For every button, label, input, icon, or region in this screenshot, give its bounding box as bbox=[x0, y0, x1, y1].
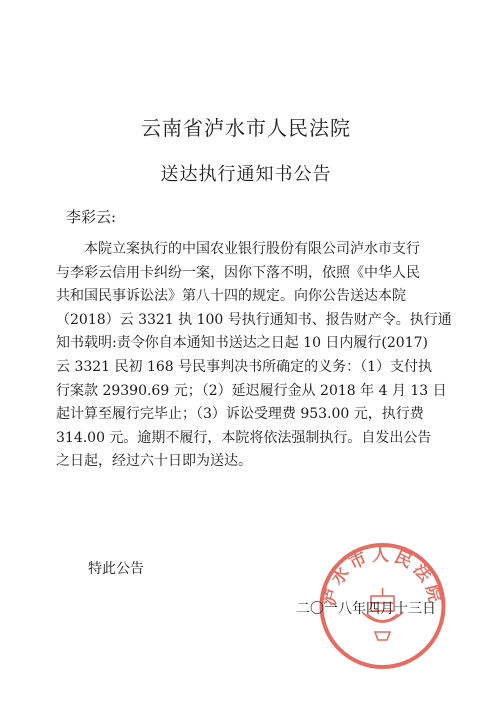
recipient-salutation: 李彩云: bbox=[66, 208, 117, 226]
body-line: 本院立案执行的中国农业银行股份有限公司泸水市支行 bbox=[56, 241, 420, 257]
body-line: （2018）云 3321 执 100 号执行通知书、报告财产令。执行通 bbox=[56, 311, 452, 328]
closing-phrase: 特此公告 bbox=[88, 561, 144, 577]
body-line: 共和国民事诉讼法》第八十四的规定。向你公告送达本院 bbox=[56, 288, 406, 305]
body-line: 行案款 29390.69 元；（2）延迟履行金从 2018 年 4 月 13 日 bbox=[56, 382, 447, 399]
issue-date: 二〇一八年四月十三日 bbox=[296, 601, 436, 617]
body-line: 知书载明:责令你自本通知书送达之日起 10 日内履行(2017) bbox=[56, 335, 428, 352]
body-line: 314.00 元。逾期不履行，本院将依法强制执行。自发出公告 bbox=[56, 429, 432, 446]
body-line: 与李彩云信用卡纠纷一案，因你下落不明，依照《中华人民 bbox=[56, 264, 420, 281]
body-line: 云 3321 民初 168 号民事判决书所确定的义务：（1）支付执 bbox=[56, 358, 433, 375]
court-name-heading: 云南省泸水市人民法院 bbox=[141, 116, 351, 140]
body-line: 之日起，经过六十日即为送达。 bbox=[56, 453, 252, 470]
notice-body bbox=[56, 238, 452, 474]
seal-text: 泸水市人民法院 bbox=[319, 545, 446, 609]
notice-title: 送达执行通知书公告 bbox=[160, 164, 332, 185]
body-line: 起计算至履行完毕止；（3）诉讼受理费 953.00 元，执行费 bbox=[56, 406, 424, 423]
